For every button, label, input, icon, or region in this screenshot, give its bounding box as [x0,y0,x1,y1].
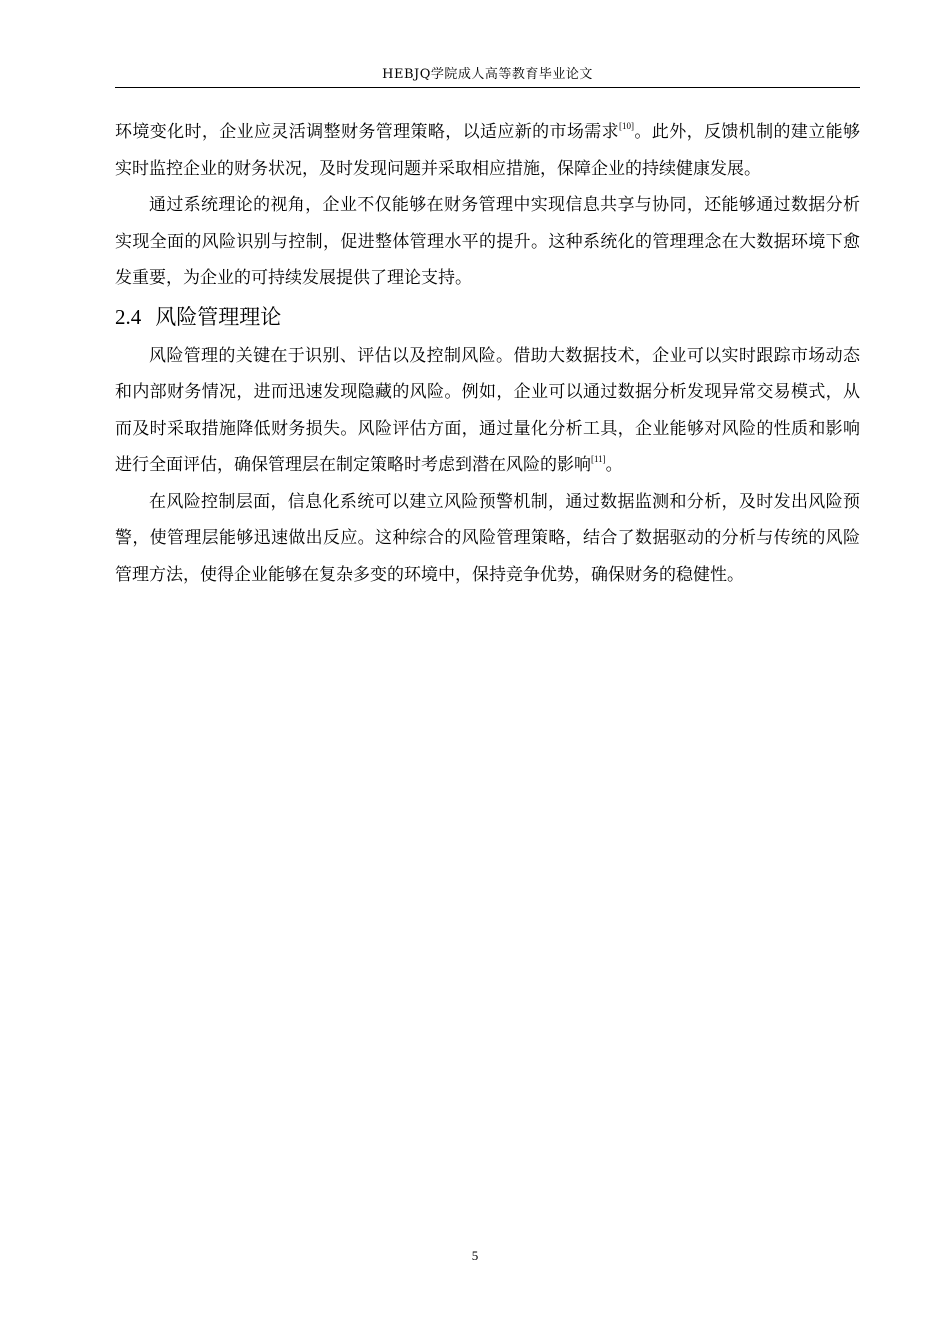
paragraph-3 [115,338,860,484]
header-rule [115,87,860,88]
page-number: 5 [471,1248,479,1263]
paragraph-3-continued: 。 [605,455,623,475]
section-title: 风险管理理论 [155,304,282,329]
paragraph-2: 通过系统理论的视角，企业不仅能够在财务管理中实现信息共享与协同，还能够通过数据分析实现全面的风险识别与控制，促进整体管理水平的提升。这种系统化的管理理念在大数据环境下愈发重要，为企业的可持续发展提供了理论支持。 [115,195,860,288]
citation-11: [11] [591,454,606,464]
paragraph-1-text: 环境变化时，企业应灵活调整财务管理策略，以适应新的市场需求 [115,122,620,142]
section-heading [115,299,860,335]
paragraph-1 [115,114,860,187]
paragraph-4: 在风险控制层面，信息化系统可以建立风险预警机制，通过数据监测和分析，及时发出风险预警，使管理层能够迅速做出反应。这种综合的风险管理策略，结合了数据驱动的分析与传统的风险管理方法，使得企业能够在复杂多变的环境中，保持竞争优势，确保财务的稳健性。 [115,491,860,585]
paragraph-3-text: 风险管理的关键在于识别、评估以及控制风险。借助大数据技术，企业可以实时跟踪市场动态和内部财务情况，进而迅速发现隐藏的风险。例如，企业可以通过数据分析发现异常交易模式，从而及时采取措施降低财务损失。风险评估方面，通过量化分析工具，企业能够对风险的性质和影响进行全面评估，确保管理层在制定策略时考虑到潜在风险的影响 [115,345,860,475]
page-body [115,114,860,593]
running-header: HEBJQ学院成人高等教育毕业论文 [382,67,593,82]
section-number: 2.4 [115,304,142,329]
citation-10: [10] [619,121,635,131]
paragraph-1-continued: 。此外，反馈机制的建立能够实时监控企业的财务状况，及时发现问题并采取相应措施，保障企业的持续健康发展。 [115,122,860,179]
